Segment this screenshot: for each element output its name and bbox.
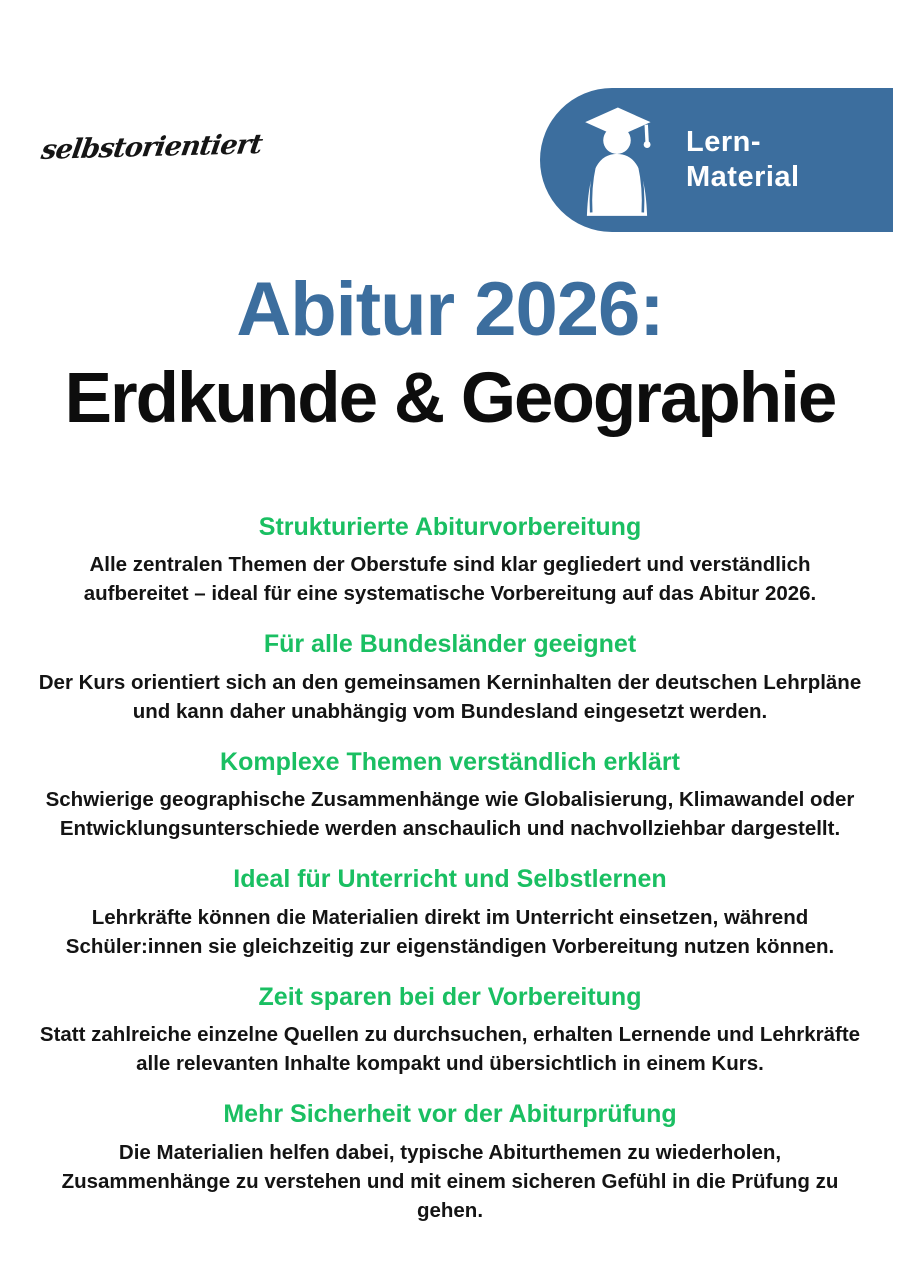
section-bundeslaender [38, 629, 862, 725]
section-body: Alle zentralen Themen der Oberstufe sind klar gegliedert und verständlich aufbereitet – ideal für eine systematische Vorbereitung auf das Abitur 2026. [83, 553, 817, 606]
section-body: Statt zahlreiche einzelne Quellen zu durchsuchen, erhalten Lernende und Lehrkräfte alle relevanten Inhalte kompakt und übersichtlich in einem Kurs. [39, 1023, 861, 1076]
section-zeit-sparen [38, 982, 862, 1078]
section-strukturierte-abiturvorbereitung [38, 512, 862, 608]
brand-logo: selbstorientiert [39, 129, 264, 166]
learn-material-badge [540, 88, 893, 232]
page-title [0, 268, 900, 439]
section-heading: Mehr Sicherheit vor der Abiturprüfung [223, 1100, 677, 1129]
section-body: Die Materialien helfen dabei, typische Abiturthemen zu wiederholen, Zusammenhänge zu verstehen und mit einem sicheren Gefühl in die Prüfung zu gehen. [61, 1140, 839, 1222]
section-mehr-sicherheit [38, 1099, 862, 1225]
section-unterricht-selbstlernen [38, 864, 862, 960]
section-heading: Ideal für Unterricht und Selbstlernen [233, 865, 667, 894]
graduate-icon [574, 102, 660, 218]
section-heading: Für alle Bundesländer geeignet [263, 630, 637, 659]
section-heading: Komplexe Themen verständlich erklärt [220, 747, 680, 776]
section-body: Der Kurs orientiert sich an den gemeinsamen Kerninhalten der deutschen Lehrpläne und kann daher unabhängig vom Bundesland eingesetzt werden. [38, 670, 862, 723]
badge-label-line1: Lern- [686, 126, 761, 159]
section-heading: Strukturierte Abiturvorbereitung [258, 513, 642, 541]
badge-label-line2: Material [686, 161, 800, 193]
feature-sections [38, 512, 862, 1246]
section-heading: Zeit sparen bei der Vorbereitung [258, 982, 642, 1011]
section-body: Schwierige geographische Zusammenhänge wie Globalisierung, Klimawandel oder Entwicklungsunterschiede werden anschaulich und nachvollziehbar dargestellt. [45, 788, 855, 841]
badge-label [686, 125, 800, 195]
section-komplexe-themen [38, 747, 862, 843]
title-line2: Erdkunde & Geographie [64, 358, 836, 438]
title-line1: Abitur 2026: [236, 267, 664, 352]
section-body: Lehrkräfte können die Materialien direkt im Unterricht einsetzen, während Schüler:innen sie gleichzeitig zur eigenständigen Vorbereitung nutzen können. [65, 905, 835, 958]
